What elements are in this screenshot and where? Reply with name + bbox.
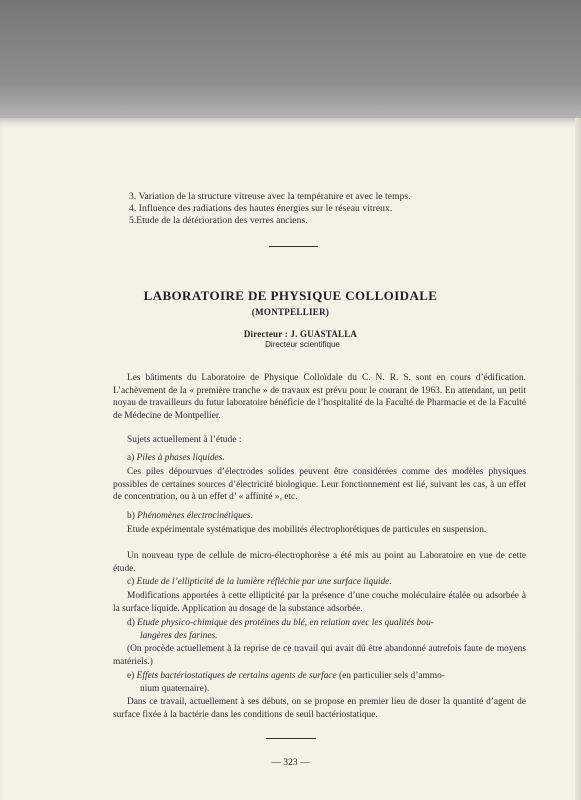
scanner-background	[0, 0, 581, 122]
section-c-heading: c) Etude de l’ellipticité de la lumière réfléchie par une surface liquide.	[127, 577, 392, 587]
page-edge	[575, 118, 581, 800]
list-item-5: 5.Etude de la détérioration des verres anciens.	[129, 215, 308, 226]
list-item-3: 3. Variation de la structure vitreuse avec la température et avec le temps.	[129, 191, 411, 202]
separator-rule-top	[269, 246, 318, 247]
section-c-text: Modifications apportées à cette ellipticité par la présence d’une couche moléculaire étalée ou adsorbée à la surface liquide. Application au dosage de la substance adsorbée.	[113, 591, 526, 614]
section-b-text-1: Etude expérimentale systématique des mobilités électrophorétiques de particules en suspension.	[127, 525, 487, 535]
intro-paragraph: Les bâtiments du Laboratoire de Physique Colloïdale du C. N. R. S. sont en cours d’édification. L’achèvement de la « première tranche » de travaux est prévu pour le courant de 1963. En attendant, un petit noyau de travailleurs du futur laboratoire bénéficie de l’hospitalité de la Faculté de Pharmacie et de la Faculté de Médecine de Montpellier.	[113, 373, 526, 421]
subjects-label: Sujets actuellement à l’étude :	[127, 435, 242, 445]
section-d-heading: d) Etude physico-chimique des protéines du blé, en relation avec les qualités bou- langères des farines.	[127, 618, 434, 641]
section-b-text-2: Un nouveau type de cellule de micro-électrophorèse a été mis au point au Laboratoire en vue de cette étude.	[113, 551, 526, 574]
section-e-text: Dans ce travail, actuellement à ses débuts, on se propose en premier lieu de doser la quantité d’agent de surface fixée à la bactérie dans les conditions de seuil bactériostatique.	[113, 697, 526, 720]
director-role: Directeur scientifique	[265, 340, 340, 349]
section-subtitle: (MONTPELLIER)	[251, 307, 330, 317]
section-d-text: (On procède actuellement à la reprise de ce travail qui avait dû être abandonné autrefois faute de moyens matériels.)	[113, 644, 526, 667]
page-number: — 323 —	[271, 757, 310, 768]
section-e-heading: e) Effets bactériostatiques de certains agents de surface (en particulier sels d’ammo- nium quaternaire).	[127, 671, 445, 694]
list-item-4: 4. Influence des radiations des hautes énergies sur le réseau vitreux.	[129, 203, 393, 214]
section-title: LABORATOIRE DE PHYSIQUE COLLOIDALE	[143, 288, 438, 303]
section-b-heading: b) Phénomènes électrocinétiques.	[127, 511, 253, 521]
section-a-text: Ces piles dépourvues d’électrodes solides peuvent être considérées comme des modèles physiques possibles de certaines sources d’électricité biologique. Leur fonctionnement est lié, suivant les cas, à un effet de concentration, ou à un effet d’ « affinité », etc.	[113, 467, 526, 502]
director-name: Directeur : J. GUASTALLA	[243, 329, 358, 339]
section-a-heading: a) Piles à phases liquides.	[127, 453, 225, 463]
separator-rule-bottom	[266, 738, 316, 739]
